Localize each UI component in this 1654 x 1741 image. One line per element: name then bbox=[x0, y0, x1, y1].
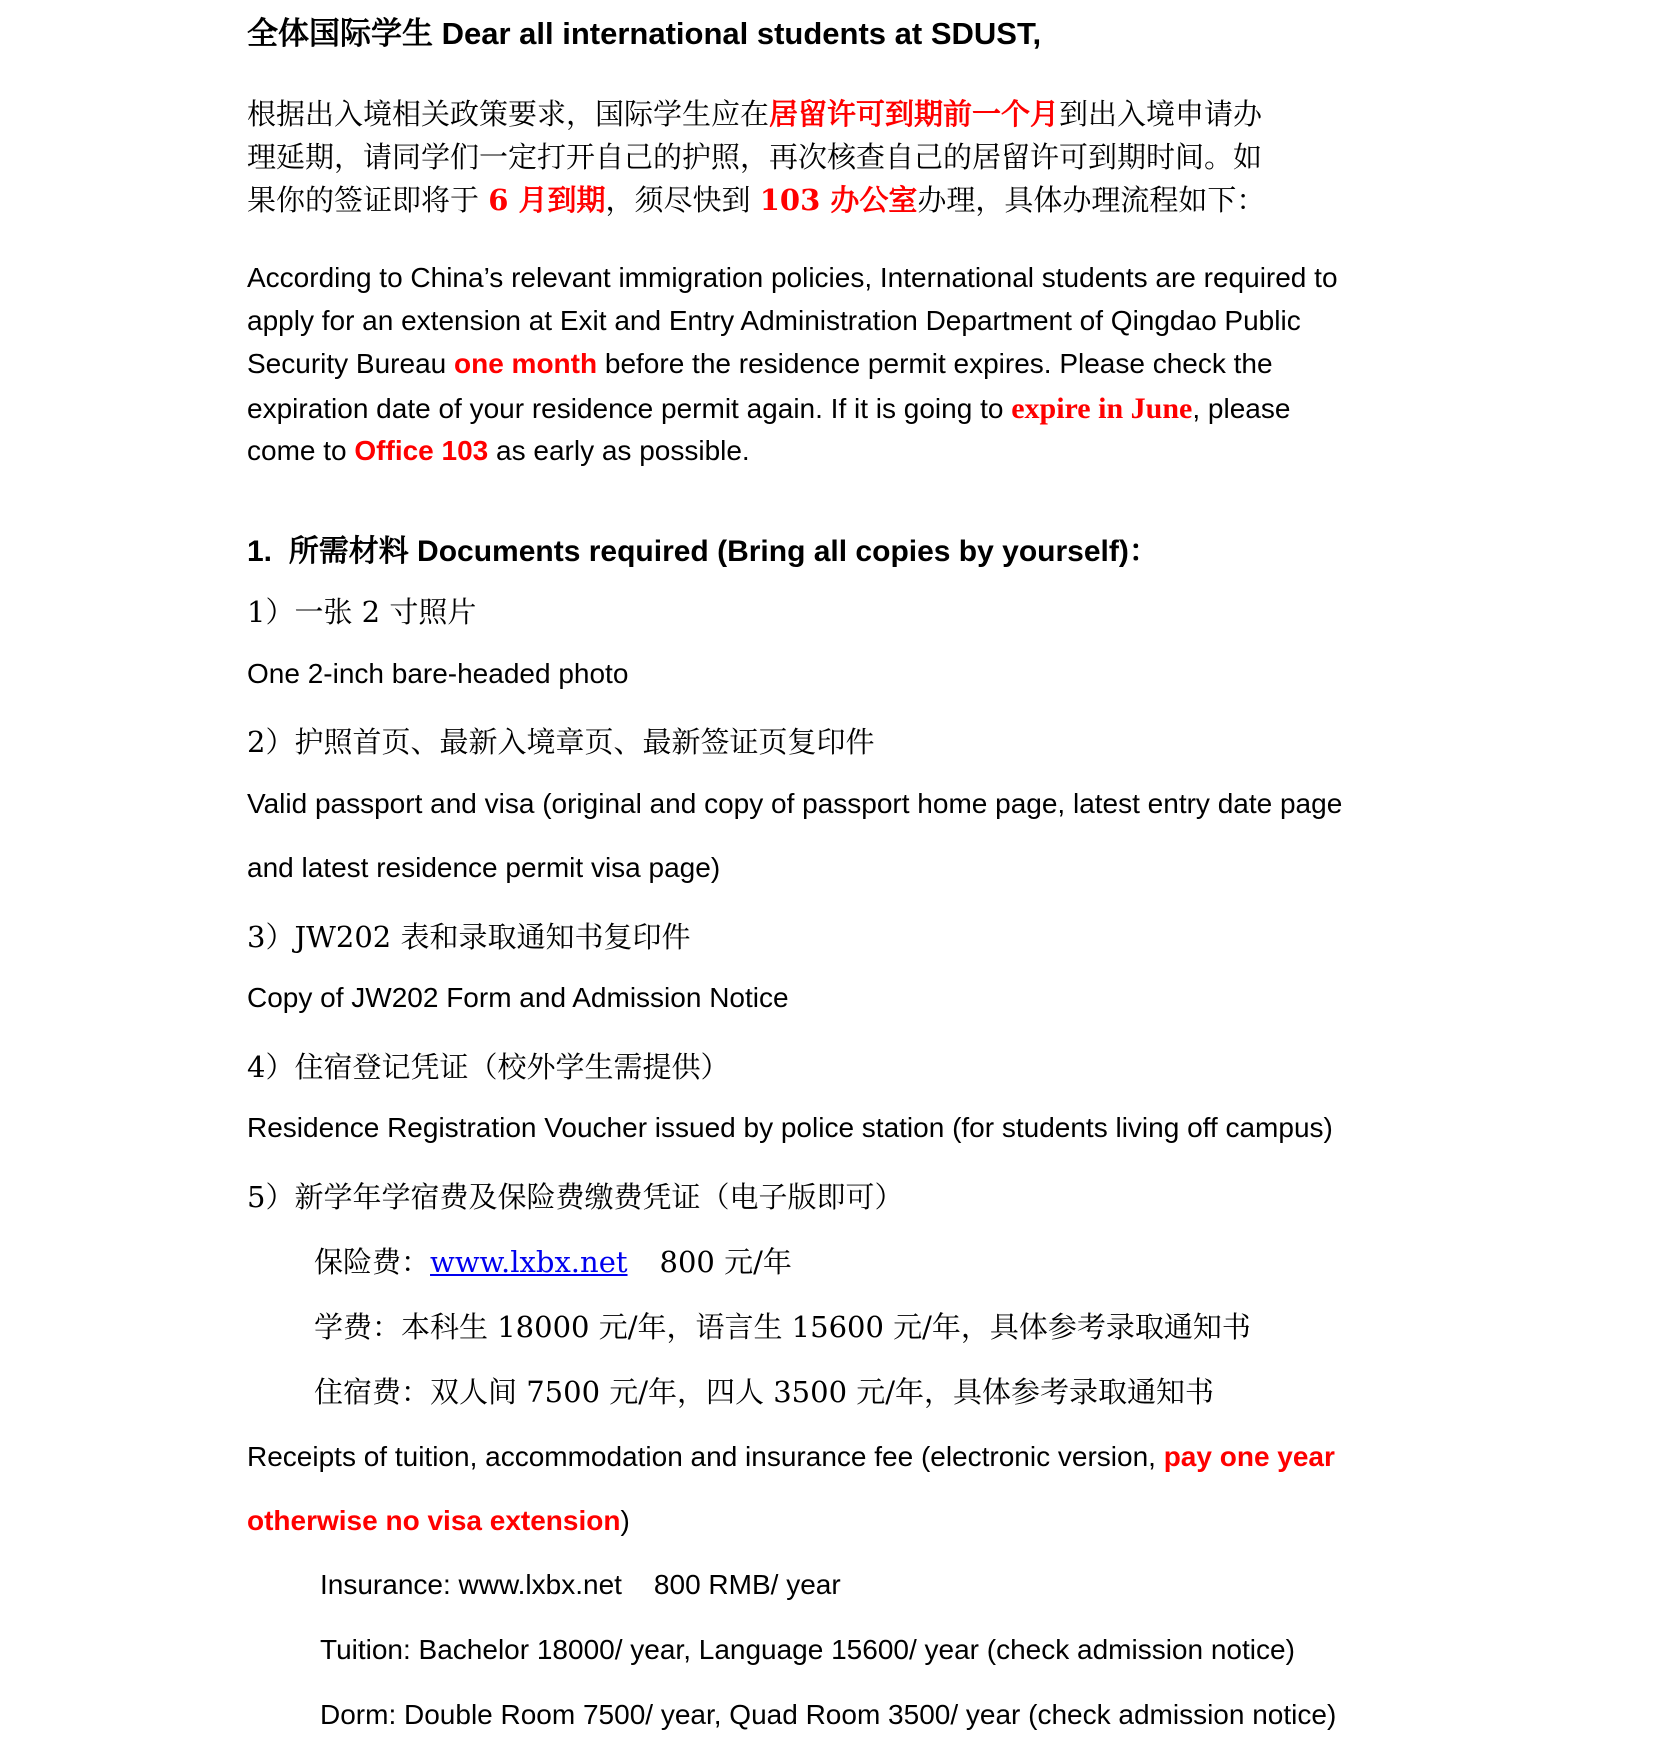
notice-en-highlight: one month bbox=[454, 348, 598, 379]
notice-en-line-1: According to China’s relevant immigration policies, International students are required to bbox=[247, 262, 1338, 293]
fee-label: 保险费： bbox=[314, 1245, 431, 1279]
notice-zh-text: 果你的签证即将于 bbox=[247, 183, 489, 217]
page-title bbox=[247, 8, 1041, 53]
fee-insurance-zh bbox=[314, 1240, 792, 1281]
notice-en-highlight: expire in June bbox=[1011, 392, 1193, 425]
section-title-en: Documents required (Bring all copies by yourself) bbox=[408, 535, 1129, 568]
notice-en-text: expiration date of your residence permit again. If it is going to bbox=[247, 393, 1012, 424]
insurance-link[interactable]: www.lxbx.net bbox=[430, 1245, 628, 1279]
notice-zh-highlight: 6 月到期 bbox=[488, 183, 606, 217]
receipts-text: ) bbox=[620, 1505, 630, 1536]
title-zh: 全体国际学生 bbox=[247, 16, 433, 51]
list-item-en: Copy of JW202 Form and Admission Notice bbox=[247, 982, 789, 1013]
notice-zh-highlight: 103 办公室 bbox=[759, 183, 918, 217]
list-item-en: One 2-inch bare-headed photo bbox=[247, 658, 629, 689]
fee-dorm-zh: 住宿费：双人间 7500 元/年，四人 3500 元/年，具体参考录取通知书 bbox=[314, 1375, 1215, 1409]
fee-amount: 800 RMB/ year bbox=[653, 1569, 841, 1600]
list-item-zh: 3）JW202 表和录取通知书复印件 bbox=[247, 920, 691, 954]
receipts-text: Receipts of tuition, accommodation and insurance fee (electronic version, bbox=[247, 1441, 1164, 1472]
notice-zh-line-1 bbox=[247, 92, 1262, 133]
notice-zh-line-2: 理延期，请同学们一定打开自己的护照，再次核查自己的居留许可到期时间。如 bbox=[247, 140, 1263, 174]
list-item-zh: 4）住宿登记凭证（校外学生需提供） bbox=[247, 1050, 730, 1084]
notice-en-line-2: apply for an extension at Exit and Entry Administration Department of Qingdao Public bbox=[247, 305, 1301, 336]
notice-en-text: come to bbox=[247, 435, 355, 466]
notice-zh-text: 根据出入境相关政策要求，国际学生应在 bbox=[247, 97, 770, 131]
title-en: Dear all international students at SDUST, bbox=[433, 16, 1042, 51]
receipts-en-line-2 bbox=[247, 1505, 630, 1537]
list-item-zh: 2）护照首页、最新入境章页、最新签证页复印件 bbox=[247, 725, 875, 759]
list-item-en: Residence Registration Voucher issued by police station (for students living off campus) bbox=[247, 1112, 1333, 1143]
notice-en-text: before the residence permit expires. Please check the bbox=[597, 348, 1273, 379]
notice-en-line-5 bbox=[247, 435, 750, 467]
notice-zh-highlight: 居留许可到期前一个月 bbox=[769, 97, 1060, 131]
section-heading bbox=[247, 526, 1159, 570]
notice-en-line-3 bbox=[247, 348, 1273, 380]
notice-en-text: Security Bureau bbox=[247, 348, 454, 379]
notice-zh-text: 办理，具体办理流程如下： bbox=[917, 183, 1266, 217]
list-item-en: Valid passport and visa (original and copy of passport home page, latest entry date page bbox=[247, 788, 1343, 819]
list-item-en: and latest residence permit visa page) bbox=[247, 852, 721, 883]
fee-label: Insurance: www.lxbx.net bbox=[320, 1569, 622, 1600]
fee-tuition-zh: 学费：本科生 18000 元/年，语言生 15600 元/年，具体参考录取通知书 bbox=[314, 1310, 1251, 1344]
list-item-zh: 5）新学年学宿费及保险费缴费凭证（电子版即可） bbox=[247, 1180, 904, 1214]
notice-zh-line-3 bbox=[247, 178, 1265, 219]
receipts-en-line-1 bbox=[247, 1441, 1335, 1473]
fee-insurance-en bbox=[320, 1569, 841, 1601]
notice-en-highlight: Office 103 bbox=[354, 435, 489, 466]
notice-zh-text: 到出入境申请办 bbox=[1059, 97, 1263, 131]
list-item-zh: 1）一张 2 寸照片 bbox=[247, 595, 477, 629]
section-title-colon: ： bbox=[1128, 535, 1159, 568]
fee-amount: 800 元/年 bbox=[659, 1245, 792, 1279]
notice-en-text: as early as possible. bbox=[488, 435, 750, 466]
receipts-highlight: pay one year bbox=[1163, 1441, 1335, 1472]
section-title-zh: 所需材料 bbox=[288, 535, 409, 568]
receipts-highlight: otherwise no visa extension bbox=[247, 1505, 621, 1536]
section-number: 1. bbox=[247, 535, 273, 568]
notice-en-text: , please bbox=[1192, 393, 1291, 424]
notice-en-line-4 bbox=[247, 392, 1290, 426]
notice-zh-text: ，须尽快到 bbox=[605, 183, 760, 217]
fee-dorm-en: Dorm: Double Room 7500/ year, Quad Room 3500/ year (check admission notice) bbox=[320, 1699, 1337, 1730]
fee-tuition-en: Tuition: Bachelor 18000/ year, Language 15600/ year (check admission notice) bbox=[320, 1634, 1295, 1665]
